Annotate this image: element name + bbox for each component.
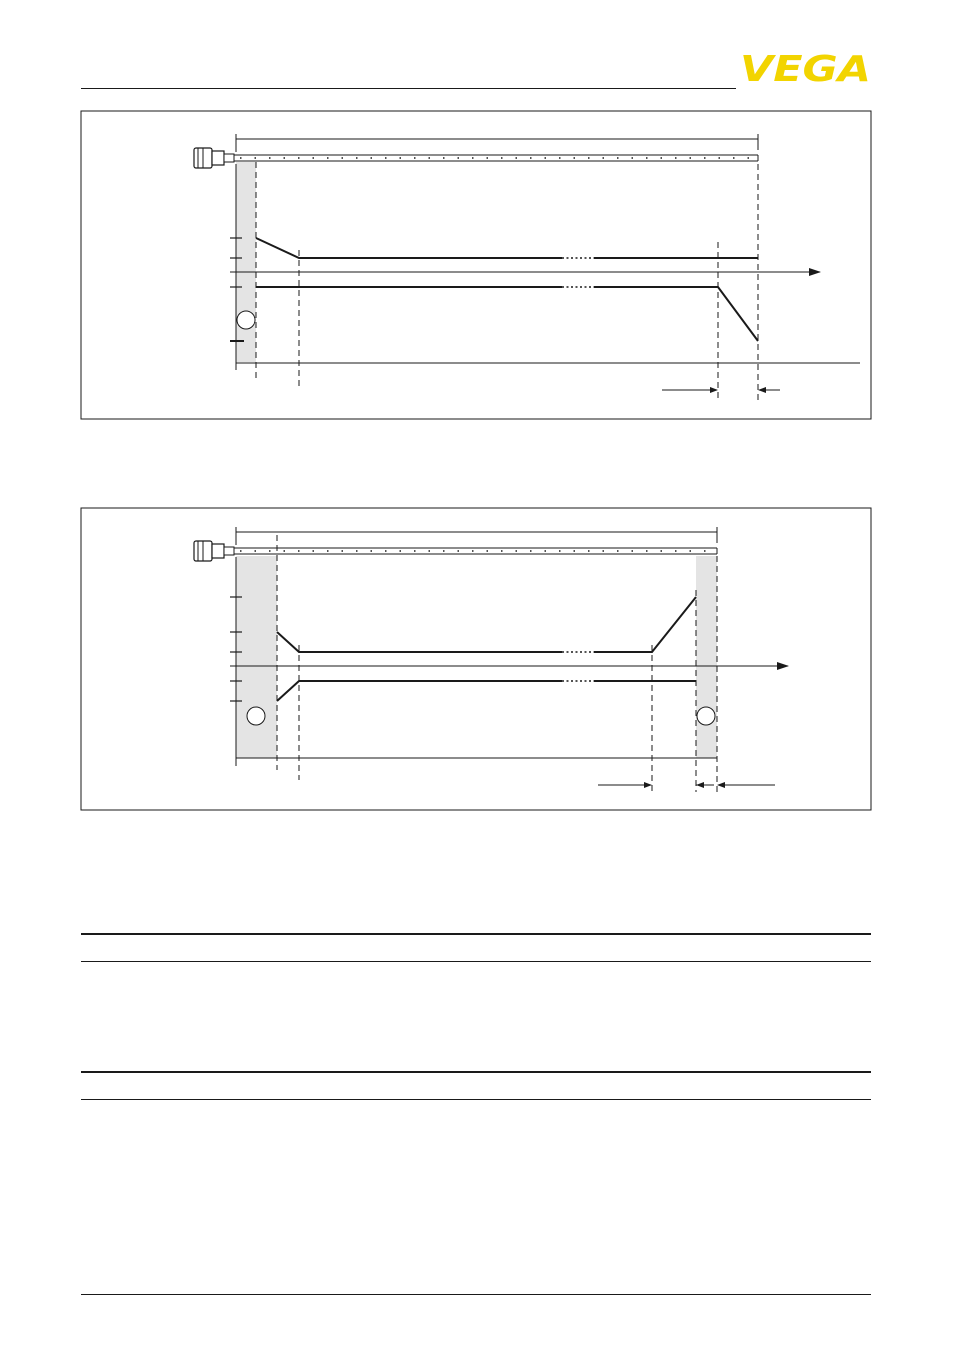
figure-1 bbox=[81, 111, 871, 419]
figure-1-marker-1 bbox=[237, 311, 255, 329]
footer-rule bbox=[81, 1294, 871, 1295]
figure-2-blocking-zone-top bbox=[236, 556, 277, 758]
figure-2-blocking-zone-end bbox=[696, 556, 717, 758]
figure-2 bbox=[81, 508, 871, 810]
table-1-top-rule bbox=[81, 933, 871, 935]
figure-2-lower-curve bbox=[277, 681, 696, 701]
figure-1-lower-curve bbox=[256, 287, 758, 341]
figure-1-blocking-zone bbox=[236, 162, 256, 362]
vega-logo-text: VEGA bbox=[740, 50, 871, 84]
figure-2-probe-rod bbox=[234, 548, 717, 554]
figure-1-probe-rod bbox=[234, 155, 758, 161]
figure-2-upper-curve bbox=[277, 597, 696, 652]
figure-2-sensor-icon bbox=[194, 541, 234, 561]
figure-2-dashed-markers bbox=[277, 535, 717, 792]
figure-1-sensor-icon bbox=[194, 148, 234, 168]
table-2-header-rule bbox=[81, 1099, 871, 1100]
figure-1-dashed-markers bbox=[256, 162, 758, 400]
table-2-top-rule bbox=[81, 1071, 871, 1073]
figure-2-marker-1 bbox=[247, 707, 265, 725]
figure-1-upper-curve bbox=[256, 238, 758, 258]
figure-2-marker-2 bbox=[697, 707, 715, 725]
table-1-header-rule bbox=[81, 961, 871, 962]
